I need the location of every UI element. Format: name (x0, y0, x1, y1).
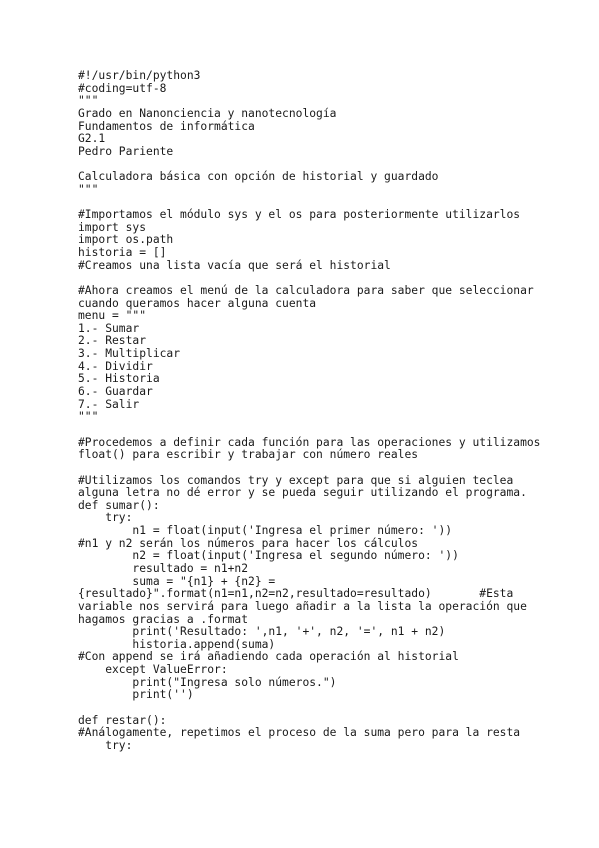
code-line (78, 272, 578, 285)
code-line: #Análogamente, repetimos el proceso de la suma pero para la resta (78, 726, 521, 740)
code-line: #Ahora creamos el menú de la calculadora para saber que seleccionar (78, 283, 534, 297)
code-line: def restar(): (78, 713, 167, 727)
code-line: float() para escribir y trabajar con número reales (78, 448, 419, 462)
code-line: Fundamentos de informática (78, 119, 255, 133)
code-line: try: (78, 511, 133, 525)
code-line (78, 424, 578, 437)
code-line: G2.1 (78, 132, 106, 146)
code-line: #coding=utf-8 (78, 81, 167, 95)
code-line: #n1 y n2 serán los números para hacer los cálculos (78, 536, 419, 550)
code-line: except ValueError: (78, 663, 228, 677)
code-line: suma = "{n1} + {n2} = (78, 574, 276, 588)
code-line: import sys (78, 220, 147, 234)
code-listing (78, 70, 578, 753)
code-line: 4.- Dividir (78, 359, 153, 373)
code-line: print("Ingresa solo números.") (78, 675, 337, 689)
code-line: 2.- Restar (78, 334, 147, 348)
code-line: cuando queramos hacer alguna cuenta (78, 296, 317, 310)
code-line: """ (78, 182, 99, 196)
code-line: 3.- Multiplicar (78, 347, 181, 361)
code-line: variable nos servirá para luego añadir a la lista la operación que (78, 599, 527, 613)
code-line: #Importamos el módulo sys y el os para posteriormente utilizarlos (78, 208, 521, 222)
code-line: Pedro Pariente (78, 144, 174, 158)
code-line: #!/usr/bin/python3 (78, 69, 201, 82)
code-line: menu = """ (78, 309, 147, 323)
code-line: import os.path (78, 233, 174, 247)
code-line: 6.- Guardar (78, 385, 153, 399)
code-line: {resultado}".format(n1=n1,n2=n2,resultado=resultado) #Esta (78, 587, 514, 601)
code-line: n1 = float(input('Ingresa el primer número: ')) (78, 524, 453, 538)
code-line: 7.- Salir (78, 397, 140, 411)
code-line: def sumar(): (78, 498, 160, 512)
code-line: resultado = n1+n2 (78, 561, 249, 575)
code-line: 1.- Sumar (78, 321, 140, 335)
code-line: #Utilizamos los comandos try y except para que si alguien teclea (78, 473, 514, 487)
code-line: """ (78, 94, 99, 108)
code-line (78, 462, 578, 475)
code-line: print('Resultado: ',n1, '+', n2, '=', n1 + n2) (78, 625, 446, 639)
code-line: hagamos gracias a .format (78, 612, 249, 626)
code-line: #Con append se irá añadiendo cada operación al historial (78, 650, 459, 664)
code-line: alguna letra no dé error y se pueda seguir utilizando el programa. (78, 486, 527, 500)
code-line: Calculadora básica con opción de historial y guardado (78, 170, 439, 184)
code-line: #Procedemos a definir cada función para las operaciones y utilizamos (78, 435, 541, 449)
code-line: historia = [] (78, 245, 167, 259)
code-line: #Creamos una lista vacía que será el historial (78, 258, 391, 272)
code-line: historia.append(suma) (78, 637, 276, 651)
code-line: Grado en Nanonciencia y nanotecnología (78, 106, 337, 120)
code-line: 5.- Historia (78, 372, 160, 386)
code-line: print('') (78, 688, 194, 702)
code-line: n2 = float(input('Ingresa el segundo número: ')) (78, 549, 459, 563)
code-line: """ (78, 410, 99, 424)
code-line (78, 702, 578, 715)
code-line: try: (78, 738, 133, 752)
